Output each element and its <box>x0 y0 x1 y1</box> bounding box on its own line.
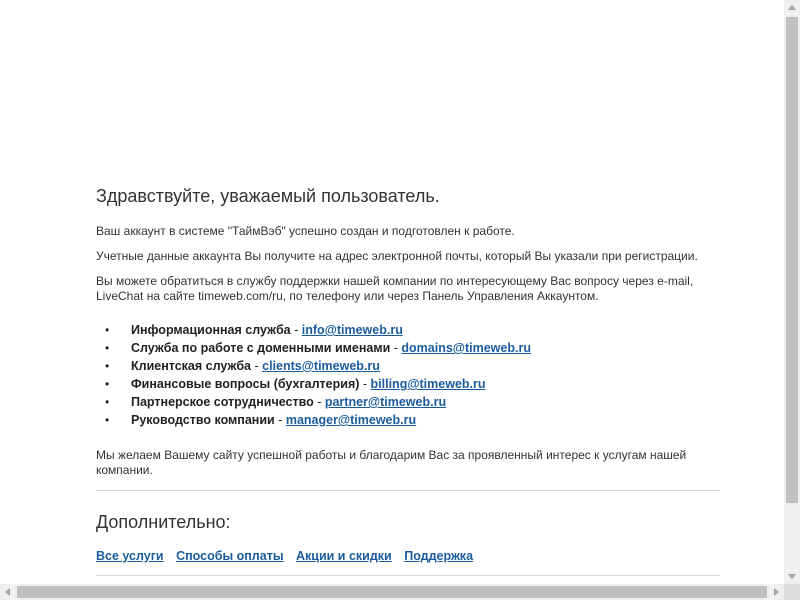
footer-links <box>96 548 720 564</box>
service-name: Партнерское сотрудничество <box>131 395 314 409</box>
wish-text: Мы желаем Вашему сайту успешной работы и благодарим Вас за проявленный интерес к услугам нашей компании. <box>96 448 687 477</box>
horizontal-scroll-thumb[interactable] <box>17 586 767 598</box>
separator: - <box>274 413 286 427</box>
scroll-up-arrow-icon[interactable] <box>784 0 800 16</box>
bullet: • <box>105 413 110 427</box>
list-item <box>96 339 720 357</box>
additional-heading: Дополнительно: <box>96 512 231 532</box>
separator: - <box>313 395 325 409</box>
bullet: • <box>105 341 110 355</box>
horizontal-scrollbar[interactable] <box>0 584 784 600</box>
separator: - <box>359 377 371 391</box>
email-content <box>96 184 720 576</box>
service-name: Служба по работе с доменными именами <box>131 341 391 355</box>
email-link-domains[interactable]: domains@timeweb.ru <box>401 341 531 355</box>
account-created-text: Ваш аккаунт в системе "ТаймВэб" успешно создан и подготовлен к работе. <box>96 224 515 238</box>
greeting-heading: Здравствуйте, уважаемый пользователь. <box>96 186 440 206</box>
service-name: Финансовые вопросы (бухгалтерия) <box>131 377 360 391</box>
service-name: Информационная служба <box>131 323 291 337</box>
email-link-info[interactable]: info@timeweb.ru <box>301 323 403 337</box>
link-all-services[interactable]: Все услуги <box>96 549 164 563</box>
service-name: Руководство компании <box>131 413 275 427</box>
list-item <box>96 321 720 339</box>
scroll-right-arrow-icon[interactable] <box>768 584 784 600</box>
bullet: • <box>105 323 110 337</box>
scroll-down-arrow-icon[interactable] <box>784 568 800 584</box>
email-link-billing[interactable]: billing@timeweb.ru <box>370 377 486 391</box>
scrollbar-corner <box>784 584 800 600</box>
divider <box>96 575 720 576</box>
list-item <box>96 393 720 411</box>
bullet: • <box>105 377 110 391</box>
bullet: • <box>105 359 110 373</box>
support-text: Вы можете обратиться в службу поддержки нашей компании по интересующему Вас вопросу через e-mail, LiveChat на сайте timeweb.com/ru, по телефону или через Панель Управления Аккаунтом. <box>96 274 694 303</box>
link-promotions[interactable]: Акции и скидки <box>295 549 392 563</box>
service-name: Клиентская служба <box>131 359 252 373</box>
vertical-scroll-thumb[interactable] <box>786 17 798 503</box>
vertical-scrollbar[interactable] <box>784 0 800 584</box>
list-item <box>96 357 720 375</box>
link-support[interactable]: Поддержка <box>404 549 474 563</box>
email-link-manager[interactable]: manager@timeweb.ru <box>285 413 417 427</box>
list-item <box>96 411 720 429</box>
services-list <box>96 321 720 429</box>
separator: - <box>290 323 302 337</box>
scroll-left-arrow-icon[interactable] <box>0 584 16 600</box>
link-payment-methods[interactable]: Способы оплаты <box>176 549 284 563</box>
separator: - <box>251 359 263 373</box>
divider <box>96 490 720 491</box>
email-link-clients[interactable]: clients@timeweb.ru <box>262 359 380 373</box>
email-link-partner[interactable]: partner@timeweb.ru <box>324 395 447 409</box>
list-item <box>96 375 720 393</box>
separator: - <box>390 341 402 355</box>
credentials-text: Учетные данные аккаунта Вы получите на адрес электронной почты, который Вы указали при регистрации. <box>96 249 698 263</box>
bullet: • <box>105 395 110 409</box>
